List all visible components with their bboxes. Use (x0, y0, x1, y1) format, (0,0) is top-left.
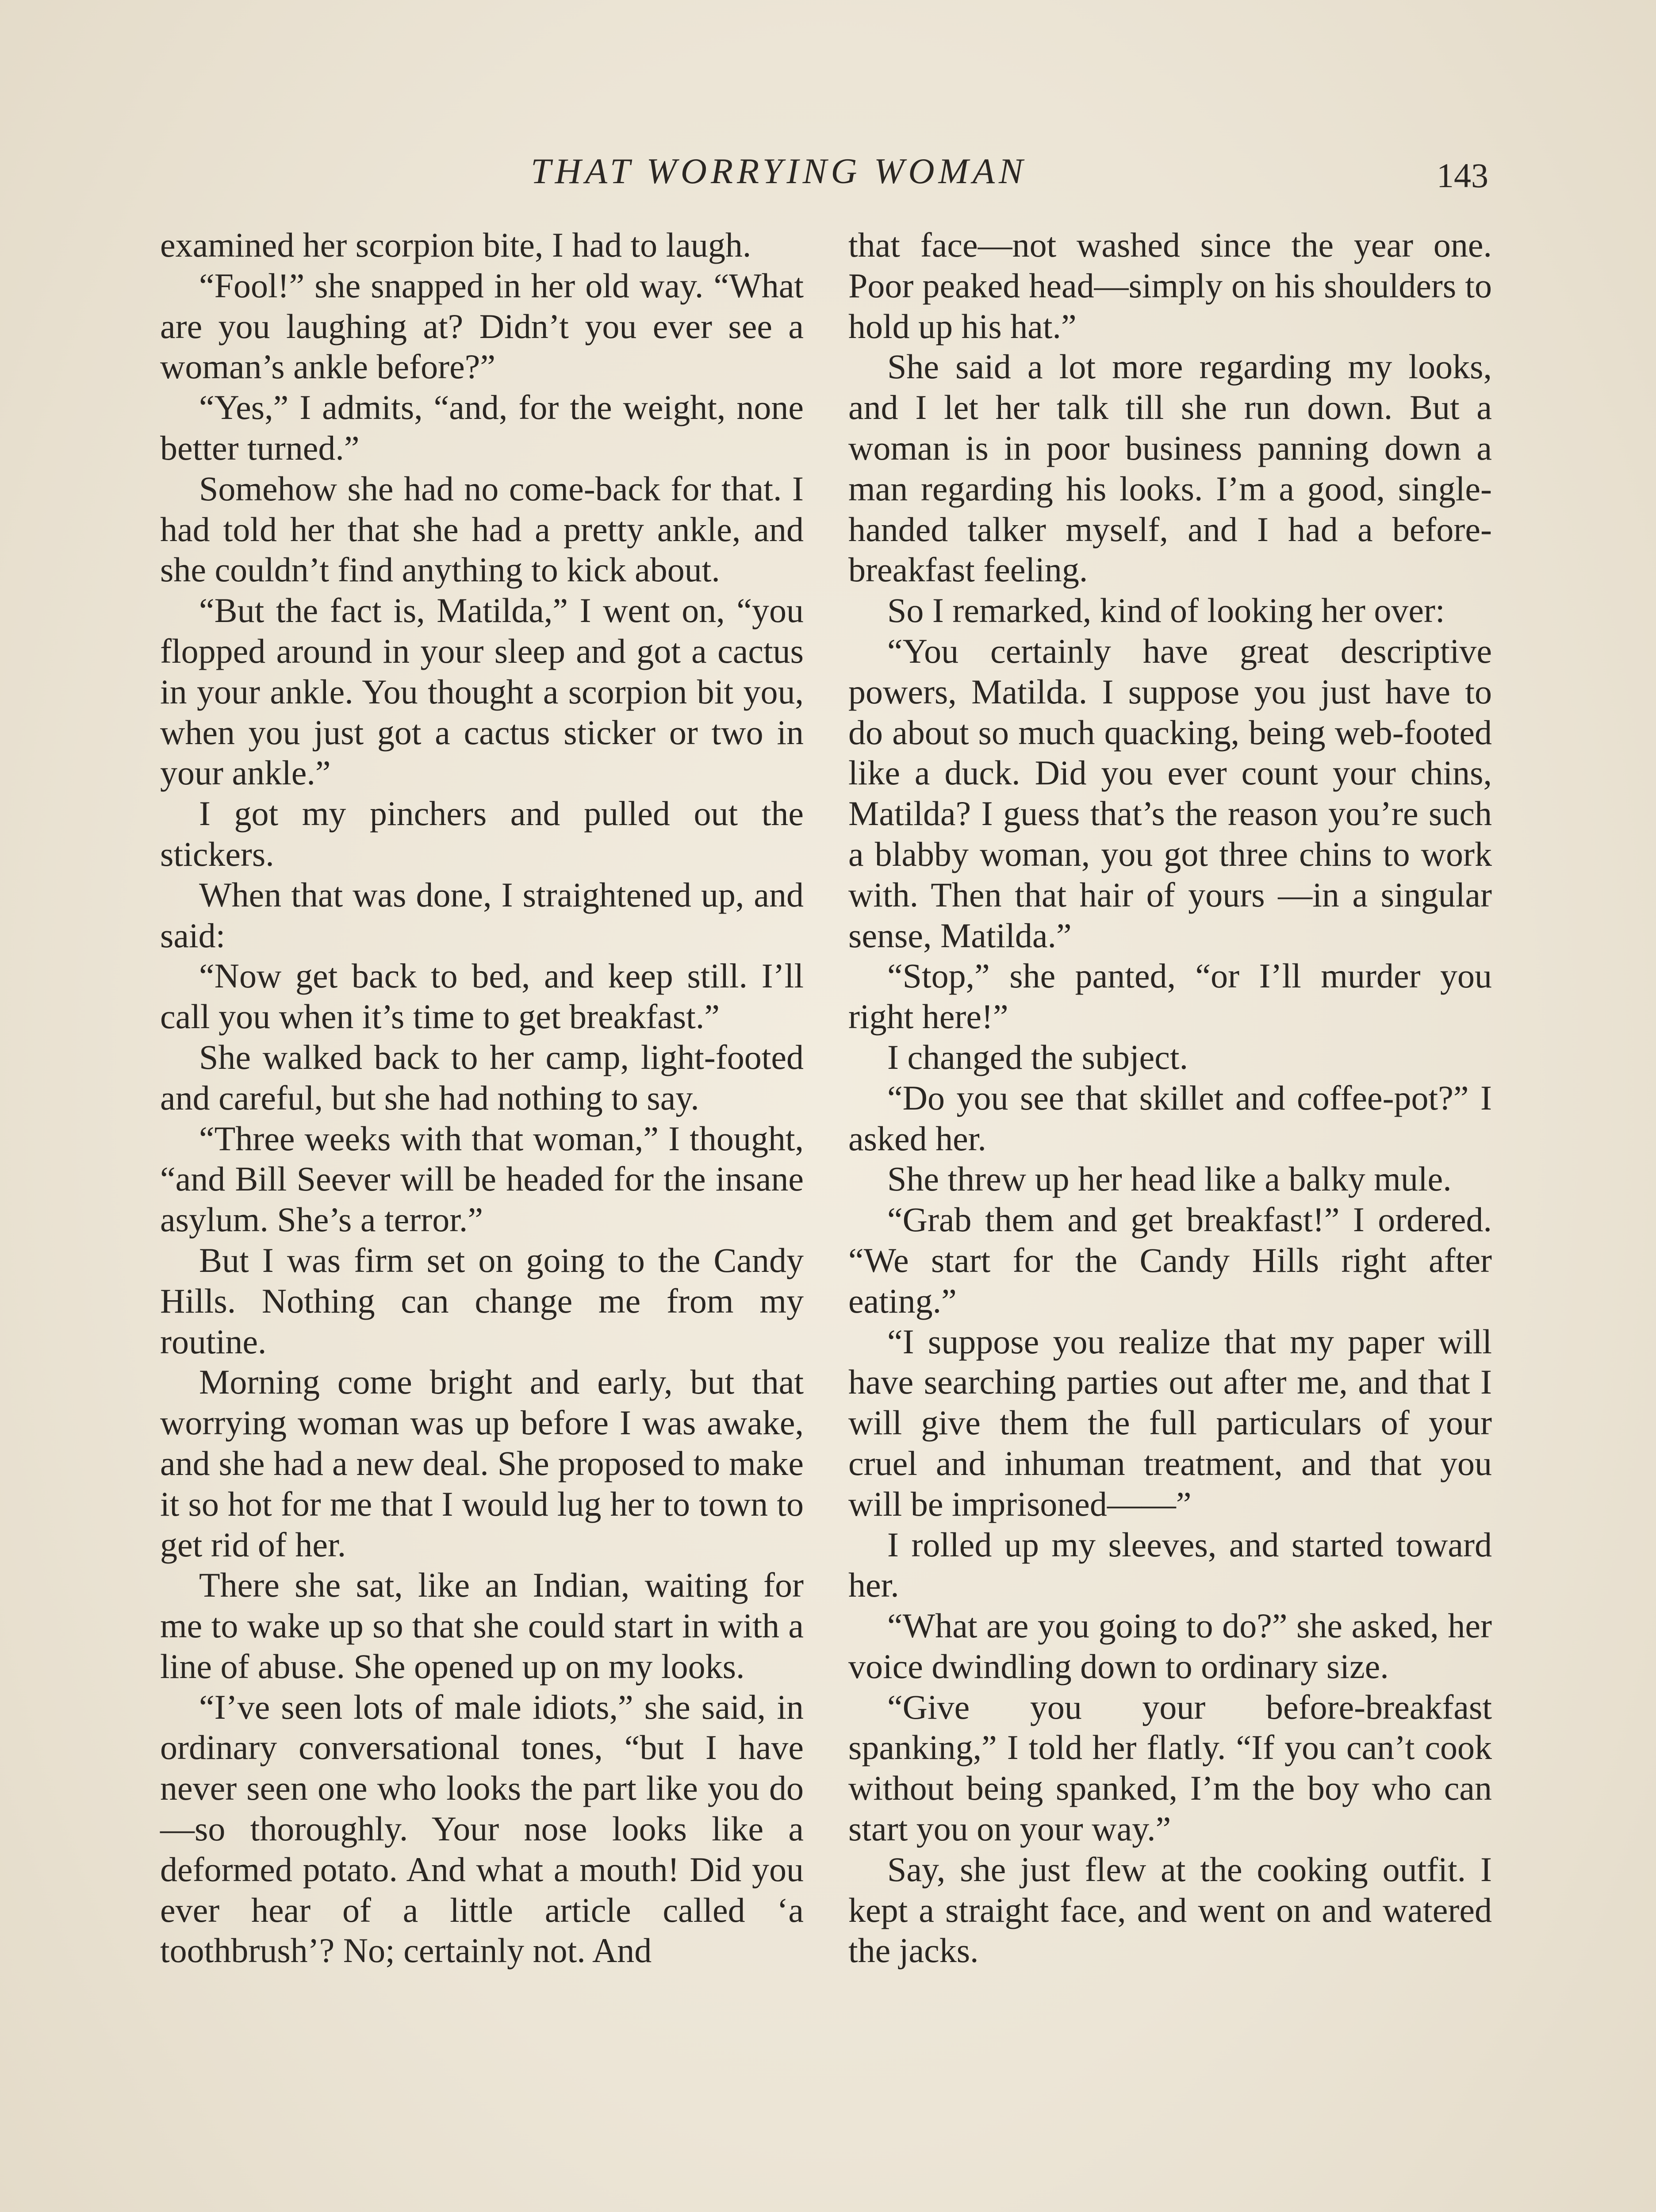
paragraph: She walked back to her camp, light-footed and careful, but she had nothing to say. (160, 1037, 804, 1117)
paragraph: When that was done, I straightened up, and said: (160, 875, 804, 955)
paragraph: “Give you your before-breakfast spanking,” I told her flatly. “If you can’t cook without being spanked, I’m the boy who can start you on your way.” (848, 1687, 1492, 1848)
running-title: THAT WORRYING WOMAN (531, 151, 1027, 191)
paragraph: “But the fact is, Matilda,” I went on, “you flopped around in your sleep and got a cactus in your ankle. You thought a scorpion bit you, when you just got a cactus sticker or two in your ankle.” (160, 591, 804, 792)
paragraph: “I’ve seen lots of male idiots,” she said, in ordinary conversational tones, “but I have never seen one who looks the part like you do—so thoroughly. Your nose looks like a deformed potato. And what a mouth! Did you ever hear of a little article called ‘a toothbrush’? No; certainly not. And (160, 1687, 804, 1970)
paragraph: “Stop,” she panted, “or I’ll murder you right here!” (848, 956, 1492, 1036)
paragraph: I changed the subject. (887, 1037, 1188, 1076)
paragraph: “You certainly have great descriptive powers, Matilda. I suppose you just have to do about so much quacking, being web-footed like a duck. Did you ever count your chins, Matilda? I guess that’s the reason you’re such a blabby woman, you got three chins to work with. Then that hair of yours —in a singular sense, Matilda.” (848, 631, 1492, 955)
paragraph: So I remarked, kind of looking her over: (887, 591, 1445, 630)
paragraph: that face—not washed since the year one. Poor peaked head—simply on his shoulders to hold up his hat.” (848, 226, 1492, 346)
paragraph: “Yes,” I admits, “and, for the weight, none better turned.” (160, 388, 804, 467)
paragraph: I rolled up my sleeves, and started toward her. (848, 1525, 1492, 1605)
paragraph: She said a lot more regarding my looks, and I let her talk till she run down. But a woman is in poor business panning down a man regarding his looks. I’m a good, single-handed talker myself, and I had a before-breakfast feeling. (848, 347, 1492, 589)
paragraph: But I was firm set on going to the Candy Hills. Nothing can change me from my routine. (160, 1240, 804, 1361)
paragraph: “Three weeks with that woman,” I thought, “and Bill Seever will be headed for the insane asylum. She’s a terror.” (160, 1119, 804, 1239)
paragraph: Somehow she had no come-back for that. I had told her that she had a pretty ankle, and she couldn’t find anything to kick about. (160, 469, 804, 589)
paragraph: “What are you going to do?” she asked, her voice dwindling down to ordinary size. (848, 1606, 1492, 1686)
paragraph: “I suppose you realize that my paper will have searching parties out after me, and that I will give them the full particulars of your cruel and inhuman treatment, and that you will be imprisoned——” (848, 1322, 1492, 1523)
paragraph: “Do you see that skillet and coffee-pot?” I asked her. (848, 1078, 1492, 1158)
paragraph: “Now get back to bed, and keep still. I’ll call you when it’s time to get breakfast.” (160, 956, 804, 1036)
paragraph: She threw up her head like a balky mule. (887, 1160, 1452, 1198)
paragraph: “Grab them and get breakfast!” I ordered. “We start for the Candy Hills right after eating.” (848, 1200, 1492, 1320)
paragraph: Say, she just flew at the cooking outfit. I kept a straight face, and went on and watered the jacks. (848, 1850, 1492, 1970)
page-number: 143 (1437, 156, 1488, 195)
paragraph: Morning come bright and early, but that worrying woman was up before I was awake, and she had a new deal. She proposed to make it so hot for me that I would lug her to town to get rid of her. (160, 1363, 804, 1564)
paragraph: I got my pinchers and pulled out the stickers. (160, 794, 804, 873)
paragraph: There she sat, like an Indian, waiting for me to wake up so that she could start in with a line of abuse. She opened up on my looks. (160, 1566, 804, 1686)
paragraph: examined her scorpion bite, I had to laugh. (160, 226, 751, 264)
right-column (848, 225, 1492, 1971)
left-column (160, 225, 804, 1971)
paragraph: “Fool!” she snapped in her old way. “What are you laughing at? Didn’t you ever see a woman’s ankle before?” (160, 266, 804, 386)
